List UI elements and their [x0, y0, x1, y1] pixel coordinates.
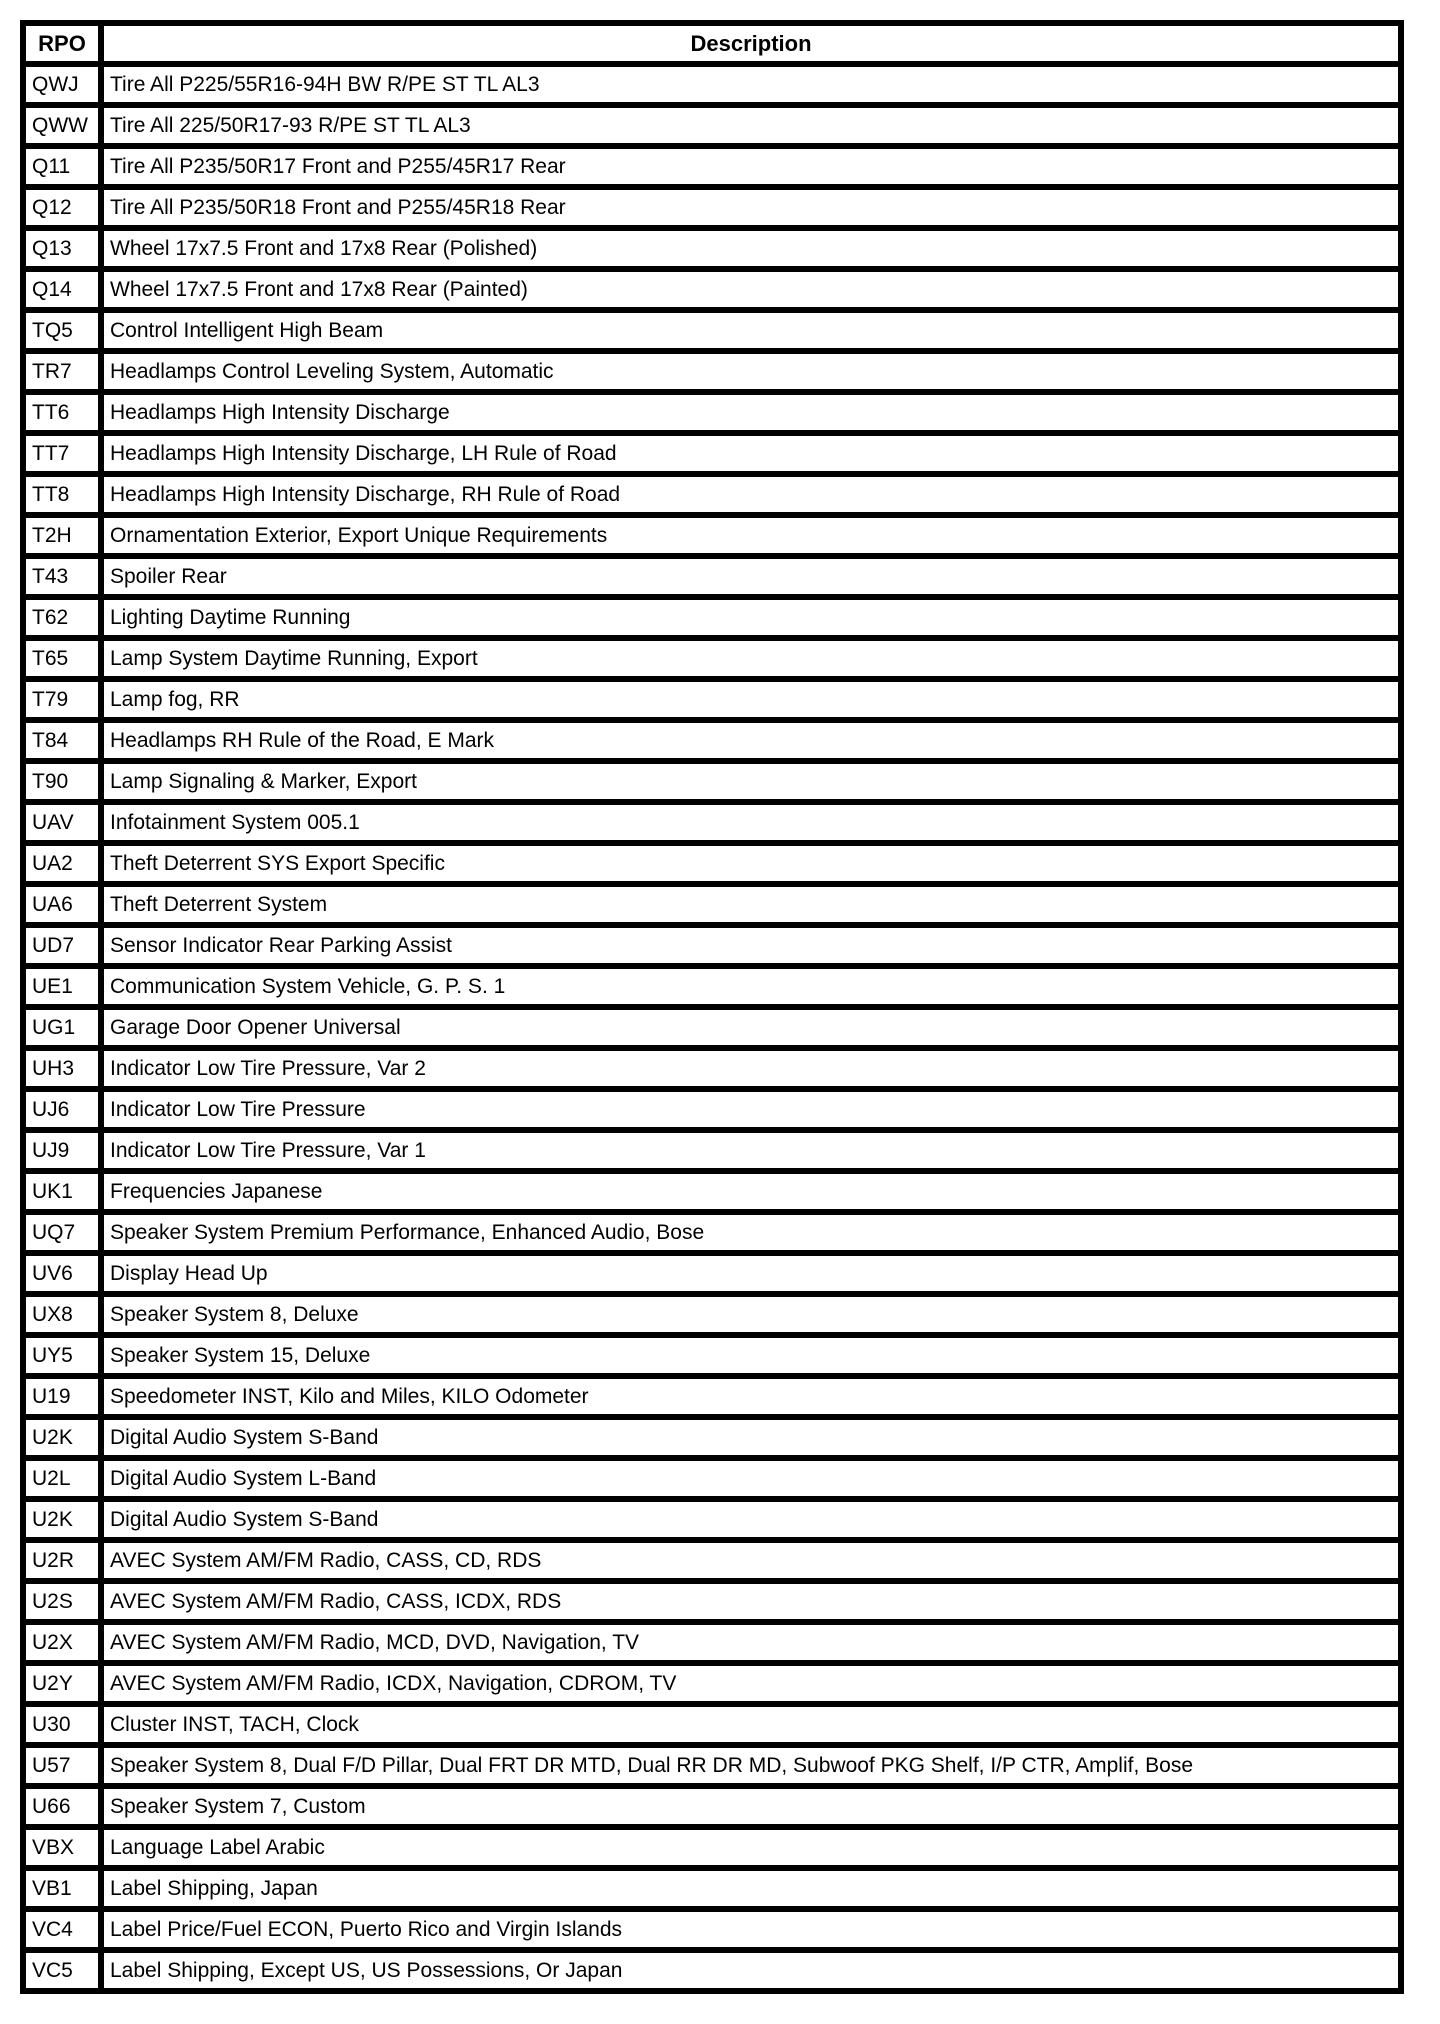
- table-row: [23, 761, 1401, 802]
- description-cell: Cluster INST, TACH, Clock: [101, 1704, 1401, 1745]
- rpo-code-cell: U2S: [23, 1581, 101, 1622]
- rpo-column-header: RPO: [23, 23, 101, 64]
- rpo-code-cell: VB1: [23, 1868, 101, 1909]
- table-row: [23, 843, 1401, 884]
- rpo-code-cell: T43: [23, 556, 101, 597]
- table-row: [23, 1458, 1401, 1499]
- description-cell: Lamp fog, RR: [101, 679, 1401, 720]
- rpo-code-cell: U30: [23, 1704, 101, 1745]
- table-row: [23, 1171, 1401, 1212]
- table-row: [23, 146, 1401, 187]
- header-row: [23, 23, 1401, 64]
- table-body: [23, 64, 1401, 1991]
- table-row: [23, 720, 1401, 761]
- description-cell: Speaker System 8, Dual F/D Pillar, Dual FRT DR MTD, Dual RR DR MD, Subwoof PKG Shelf, I/P CTR, Amplif, Bose: [101, 1745, 1401, 1786]
- table-row: [23, 1622, 1401, 1663]
- rpo-code-cell: TR7: [23, 351, 101, 392]
- table-row: [23, 1499, 1401, 1540]
- table-row: [23, 392, 1401, 433]
- table-row: [23, 1253, 1401, 1294]
- table-row: [23, 1089, 1401, 1130]
- description-cell: Tire All P225/55R16-94H BW R/PE ST TL AL3: [101, 64, 1401, 105]
- rpo-code-cell: UJ6: [23, 1089, 101, 1130]
- description-cell: Lamp System Daytime Running, Export: [101, 638, 1401, 679]
- rpo-code-cell: UJ9: [23, 1130, 101, 1171]
- table-row: [23, 1663, 1401, 1704]
- rpo-code-cell: T84: [23, 720, 101, 761]
- rpo-code-cell: UH3: [23, 1048, 101, 1089]
- table-row: [23, 1827, 1401, 1868]
- description-cell: Indicator Low Tire Pressure, Var 2: [101, 1048, 1401, 1089]
- description-cell: Digital Audio System S-Band: [101, 1417, 1401, 1458]
- table-row: [23, 1786, 1401, 1827]
- rpo-code-cell: QWJ: [23, 64, 101, 105]
- description-cell: Infotainment System 005.1: [101, 802, 1401, 843]
- table-row: [23, 1950, 1401, 1991]
- table-row: [23, 1417, 1401, 1458]
- rpo-code-cell: UE1: [23, 966, 101, 1007]
- description-cell: Headlamps RH Rule of the Road, E Mark: [101, 720, 1401, 761]
- description-cell: AVEC System AM/FM Radio, CASS, ICDX, RDS: [101, 1581, 1401, 1622]
- table-row: [23, 679, 1401, 720]
- rpo-code-cell: VBX: [23, 1827, 101, 1868]
- rpo-code-cell: VC5: [23, 1950, 101, 1991]
- rpo-code-cell: U2Y: [23, 1663, 101, 1704]
- table-row: [23, 1745, 1401, 1786]
- description-cell: Indicator Low Tire Pressure: [101, 1089, 1401, 1130]
- table-row: [23, 105, 1401, 146]
- rpo-code-cell: U2K: [23, 1499, 101, 1540]
- description-cell: Ornamentation Exterior, Export Unique Requirements: [101, 515, 1401, 556]
- table-row: [23, 1294, 1401, 1335]
- table-row: [23, 966, 1401, 1007]
- rpo-code-cell: T2H: [23, 515, 101, 556]
- description-cell: Speaker System Premium Performance, Enhanced Audio, Bose: [101, 1212, 1401, 1253]
- document-page: [20, 20, 1404, 1994]
- description-cell: Label Price/Fuel ECON, Puerto Rico and Virgin Islands: [101, 1909, 1401, 1950]
- rpo-code-cell: UA2: [23, 843, 101, 884]
- table-row: [23, 228, 1401, 269]
- description-cell: Tire All 225/50R17-93 R/PE ST TL AL3: [101, 105, 1401, 146]
- rpo-code-cell: U66: [23, 1786, 101, 1827]
- description-cell: Digital Audio System S-Band: [101, 1499, 1401, 1540]
- description-cell: Speedometer INST, Kilo and Miles, KILO Odometer: [101, 1376, 1401, 1417]
- description-cell: Communication System Vehicle, G. P. S. 1: [101, 966, 1401, 1007]
- rpo-code-cell: UD7: [23, 925, 101, 966]
- description-cell: Display Head Up: [101, 1253, 1401, 1294]
- rpo-code-cell: UA6: [23, 884, 101, 925]
- table-row: [23, 1335, 1401, 1376]
- description-cell: Lighting Daytime Running: [101, 597, 1401, 638]
- rpo-code-cell: T65: [23, 638, 101, 679]
- description-cell: AVEC System AM/FM Radio, ICDX, Navigation, CDROM, TV: [101, 1663, 1401, 1704]
- rpo-code-cell: UG1: [23, 1007, 101, 1048]
- description-cell: Speaker System 8, Deluxe: [101, 1294, 1401, 1335]
- description-cell: Headlamps High Intensity Discharge: [101, 392, 1401, 433]
- table-row: [23, 64, 1401, 105]
- description-cell: Headlamps High Intensity Discharge, LH Rule of Road: [101, 433, 1401, 474]
- description-cell: Theft Deterrent System: [101, 884, 1401, 925]
- rpo-code-cell: TT8: [23, 474, 101, 515]
- description-cell: AVEC System AM/FM Radio, MCD, DVD, Navigation, TV: [101, 1622, 1401, 1663]
- rpo-code-cell: UQ7: [23, 1212, 101, 1253]
- description-cell: AVEC System AM/FM Radio, CASS, CD, RDS: [101, 1540, 1401, 1581]
- rpo-code-cell: Q14: [23, 269, 101, 310]
- rpo-code-cell: Q11: [23, 146, 101, 187]
- table-row: [23, 1581, 1401, 1622]
- table-row: [23, 597, 1401, 638]
- description-cell: Headlamps Control Leveling System, Automatic: [101, 351, 1401, 392]
- table-row: [23, 1704, 1401, 1745]
- rpo-code-cell: U2K: [23, 1417, 101, 1458]
- description-cell: Tire All P235/50R17 Front and P255/45R17 Rear: [101, 146, 1401, 187]
- description-cell: Garage Door Opener Universal: [101, 1007, 1401, 1048]
- description-cell: Headlamps High Intensity Discharge, RH Rule of Road: [101, 474, 1401, 515]
- table-row: [23, 310, 1401, 351]
- rpo-code-table: [20, 20, 1404, 1994]
- rpo-code-cell: T62: [23, 597, 101, 638]
- table-row: [23, 515, 1401, 556]
- description-cell: Tire All P235/50R18 Front and P255/45R18 Rear: [101, 187, 1401, 228]
- description-cell: Label Shipping, Except US, US Possessions, Or Japan: [101, 1950, 1401, 1991]
- description-cell: Control Intelligent High Beam: [101, 310, 1401, 351]
- table-row: [23, 474, 1401, 515]
- rpo-code-cell: TT7: [23, 433, 101, 474]
- rpo-code-cell: Q12: [23, 187, 101, 228]
- rpo-code-cell: UK1: [23, 1171, 101, 1212]
- table-row: [23, 1909, 1401, 1950]
- rpo-code-cell: UX8: [23, 1294, 101, 1335]
- rpo-code-cell: QWW: [23, 105, 101, 146]
- rpo-code-cell: VC4: [23, 1909, 101, 1950]
- description-cell: Sensor Indicator Rear Parking Assist: [101, 925, 1401, 966]
- rpo-code-cell: U2L: [23, 1458, 101, 1499]
- description-column-header: Description: [101, 23, 1401, 64]
- description-cell: Digital Audio System L-Band: [101, 1458, 1401, 1499]
- description-cell: Wheel 17x7.5 Front and 17x8 Rear (Painted): [101, 269, 1401, 310]
- rpo-code-cell: UV6: [23, 1253, 101, 1294]
- rpo-code-cell: UY5: [23, 1335, 101, 1376]
- description-cell: Label Shipping, Japan: [101, 1868, 1401, 1909]
- table-row: [23, 1868, 1401, 1909]
- table-row: [23, 884, 1401, 925]
- description-cell: Speaker System 7, Custom: [101, 1786, 1401, 1827]
- table-row: [23, 1130, 1401, 1171]
- rpo-code-cell: T79: [23, 679, 101, 720]
- description-cell: Theft Deterrent SYS Export Specific: [101, 843, 1401, 884]
- description-cell: Frequencies Japanese: [101, 1171, 1401, 1212]
- rpo-code-cell: TT6: [23, 392, 101, 433]
- table-row: [23, 187, 1401, 228]
- rpo-code-cell: T90: [23, 761, 101, 802]
- table-row: [23, 1007, 1401, 1048]
- table-row: [23, 1212, 1401, 1253]
- table-row: [23, 802, 1401, 843]
- rpo-code-cell: TQ5: [23, 310, 101, 351]
- rpo-code-cell: U2R: [23, 1540, 101, 1581]
- table-row: [23, 269, 1401, 310]
- description-cell: Speaker System 15, Deluxe: [101, 1335, 1401, 1376]
- rpo-code-cell: Q13: [23, 228, 101, 269]
- description-cell: Wheel 17x7.5 Front and 17x8 Rear (Polished): [101, 228, 1401, 269]
- rpo-code-cell: U57: [23, 1745, 101, 1786]
- description-cell: Lamp Signaling & Marker, Export: [101, 761, 1401, 802]
- table-row: [23, 1376, 1401, 1417]
- table-row: [23, 433, 1401, 474]
- description-cell: Indicator Low Tire Pressure, Var 1: [101, 1130, 1401, 1171]
- rpo-code-cell: UAV: [23, 802, 101, 843]
- rpo-code-cell: U19: [23, 1376, 101, 1417]
- table-row: [23, 638, 1401, 679]
- description-cell: Language Label Arabic: [101, 1827, 1401, 1868]
- table-row: [23, 1048, 1401, 1089]
- table-row: [23, 556, 1401, 597]
- table-row: [23, 1540, 1401, 1581]
- table-row: [23, 351, 1401, 392]
- table-row: [23, 925, 1401, 966]
- description-cell: Spoiler Rear: [101, 556, 1401, 597]
- rpo-code-cell: U2X: [23, 1622, 101, 1663]
